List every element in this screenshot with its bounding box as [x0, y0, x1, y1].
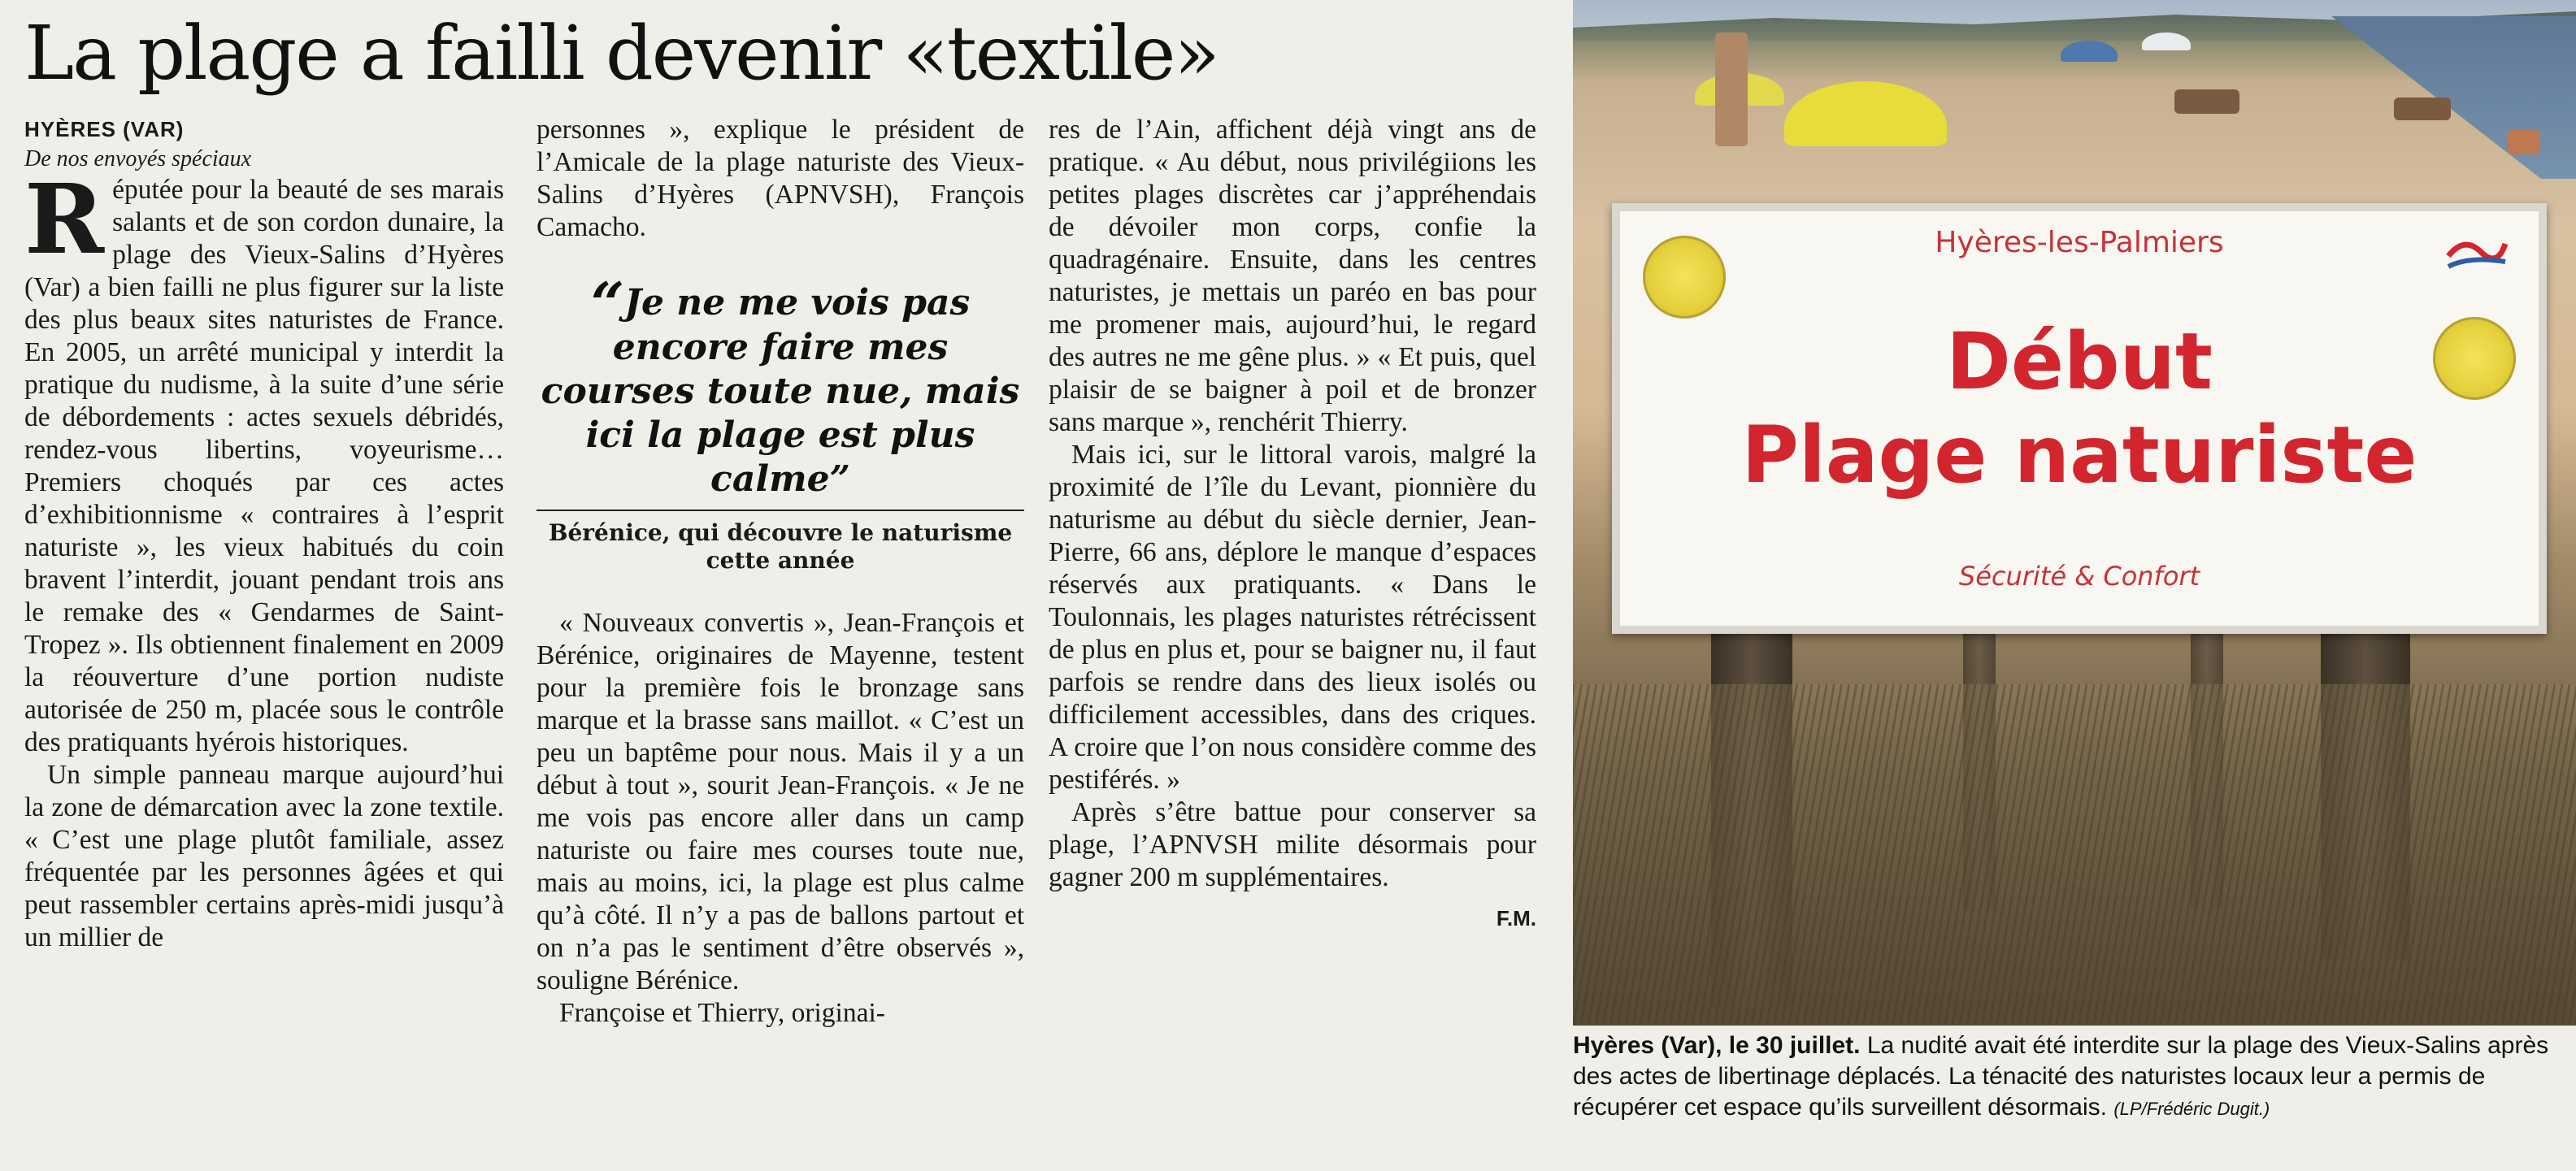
beachgoer [1715, 33, 1748, 146]
pull-quote-text [536, 269, 1024, 501]
sign-place-name: Hyères-les-Palmiers [1935, 226, 2224, 259]
parasol-yellow [1784, 81, 1947, 146]
beach-photo [1573, 0, 2576, 1026]
sign-footer: Sécurité & Confort [1958, 561, 2200, 592]
photo-credit: (LP/Frédéric Dugit.) [2113, 1099, 2270, 1119]
byline: De nos envoyés spéciaux [24, 146, 252, 171]
headline: La plage a failli devenir «textile» [24, 10, 1218, 97]
article-column-3 [1049, 114, 1536, 935]
article-paragraph: res de l’Ain, affichent déjà vingt ans de pratique. « Au début, nous privilégiions les petites plages discrètes car j’appréhendais de dévoiler mon corps, confie la quadragénaire. Ensuite, dans les centres naturistes, je mettais un paréo en bas pour me promener mais, aujourd’hui, le regard des autres ne me gêne plus. » « Et puis, quel plaisir de se baigner à poil et de bronzer sans marque », renchérit Thierry. [1049, 115, 1536, 437]
dateline: HYÈRES (VAR) [24, 117, 185, 141]
sign-title-line-2: Plage naturiste [1741, 410, 2417, 501]
pull-quote [536, 269, 1024, 575]
beachgoer [2394, 98, 2451, 120]
pull-quote-attribution: Bérénice, qui découvre le naturisme cette année [548, 519, 1013, 574]
paragraph-text: éputée pour la beauté de ses marais salants et de son cordon dunaire, la plage des Vieux-Salins d’Hyères (Var) a bien failli ne plus figurer sur la liste des plus beaux sites naturistes de France. En 2005, un arrêté municipal y interdit la pratique du nudisme, à la suite d’une série de débordements : actes sexuels débridés, rendez-vous libertins, voyeurisme… Premiers choqués par ces actes d’exhibitionnisme « contraires à l’esprit naturiste », les vieux habitués du coin bravent l’interdit, jouant pendant trois ans le remake des « Gendarmes de Saint-Tropez ». Ils obtiennent finalement en 2009 la réouverture d’une portion nudiste autorisée de 250 m, placée sous le contrôle des pratiquants hyérois historiques. [24, 175, 504, 757]
article-paragraph: personnes », explique le président de l’Amicale de la plage naturiste des Vieux-Salins d’Hyères (APNVSH), François Camacho. [536, 115, 1024, 242]
article-paragraph: Après s’être battue pour conserver sa plage, l’APNVSH milite désormais pour gagner 200 m supplémentaires. [1049, 797, 1536, 892]
beachgoer [2174, 89, 2239, 114]
parasol-blue [2061, 41, 2118, 62]
article-paragraph: « Nouveaux convertis », Jean-François et Bérénice, originaires de Mayenne, testent pour la première fois le bronzage sans marque et la brasse sans maillot. « C’est un peu un baptême pour nous. Mais il y a un début à tout », sourit Jean-François. « Je ne me vois pas encore aller dans un camp naturiste ou faire mes courses toute nue, mais au moins, ici, la plage est plus calme qu’à côté. Il n’y a pas de ballons partout et on n’a pas le sentiment d’être observés », souligne Bérénice. [536, 608, 1024, 995]
town-logo-icon [2444, 228, 2509, 276]
close-quote-mark: ” [829, 458, 850, 500]
article-paragraph: Un simple panneau marque aujourd’hui la zone de démarcation avec la zone textile. « C’est une plage plutôt familiale, assez fréquentée par les personnes âgées et qui peut rassembler certains après-midi jusqu’à un millier de [24, 760, 504, 952]
dune-grass [1573, 684, 2576, 1026]
author-initials: F.M. [1496, 906, 1536, 930]
beachgoer [2508, 130, 2540, 154]
article-paragraph [24, 163, 504, 759]
caption-lead: Hyères (Var), le 30 juillet. [1573, 1032, 1861, 1059]
article-paragraph: Françoise et Thierry, originai- [559, 998, 885, 1028]
article-column-2 [536, 114, 1024, 1030]
pull-quote-body: Je ne me vois pas encore faire mes courses toute nue, mais ici la plage est plus calme [541, 282, 1020, 500]
caption-text: La nudité avait été interdite sur la plage des Vieux-Salins après des actes de libertinage déplacés. La ténacité des naturistes locaux leur a permis de récupérer cet espace qu’ils surveillent désormais. [1573, 1032, 2549, 1121]
article-column-1 [24, 114, 504, 954]
photo-caption [1573, 1030, 2556, 1125]
open-quote-mark: “ [590, 269, 625, 338]
sign-title-line-1: Début [1946, 316, 2213, 407]
badge-icon [1643, 236, 1726, 319]
pull-quote-divider [536, 510, 1024, 511]
article-paragraph: Mais ici, sur le littoral varois, malgré la proximité de l’île du Levant, pionnière du naturisme au début du siècle dernier, Jean-Pierre, 66 ans, déplore le manque d’espaces réservés aux pratiquants. « Dans le Toulonnais, les plages naturistes rétrécissent de plus en plus et, pour se baigner nu, il faut parfois se rendre dans des lieux isolés ou difficilement accessibles, dans des criques. A croire que l’on nous considère comme des pestiférés. » [1049, 440, 1536, 795]
naturist-sign [1612, 203, 2547, 634]
drop-cap: R [24, 163, 105, 275]
